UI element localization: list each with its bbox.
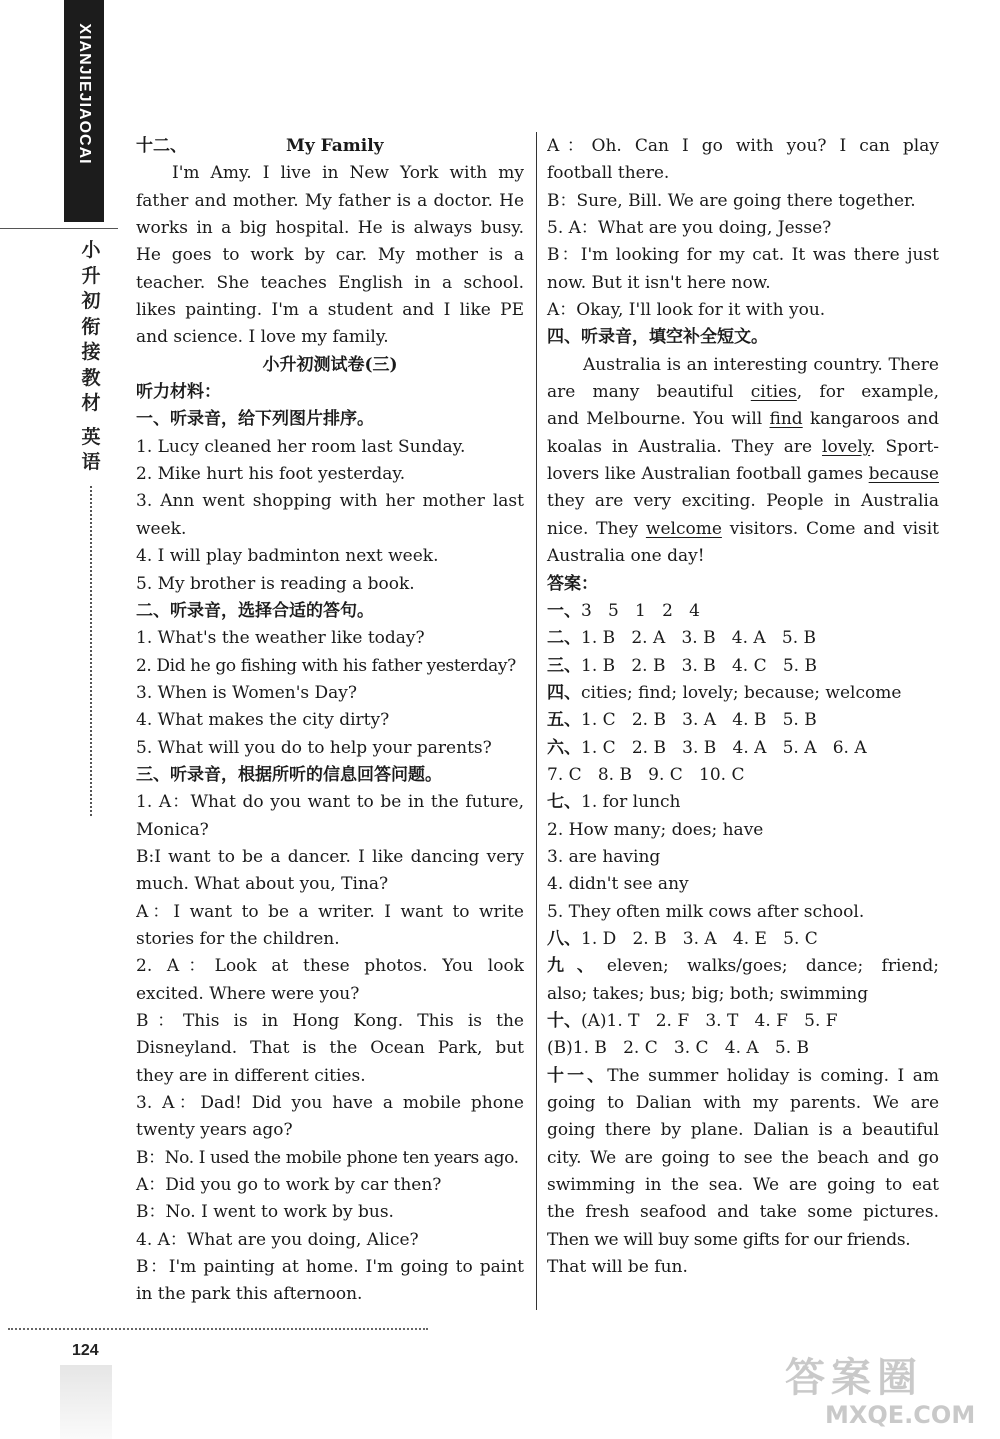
text-line: much. What about you, Tina?	[136, 874, 389, 895]
text-line: A：Oh. Can I go with you? I can play	[547, 136, 939, 156]
text-span: are many beautiful	[547, 382, 751, 403]
part-2-title: 二、听录音，选择合适的答句。	[136, 600, 374, 621]
text-line	[547, 434, 939, 461]
answer-text: 5. They often milk cows after school.	[547, 901, 865, 922]
answer-line	[547, 762, 939, 789]
text-line: they are in different cities.	[136, 1065, 366, 1086]
text-line: now. But it isn't here now.	[547, 272, 771, 293]
text-line: That will be fun.	[547, 1257, 688, 1278]
part-3-title: 三、听录音，根据所听的信息回答问题。	[136, 764, 442, 785]
text-line: teacher. She teaches English in a school.	[136, 272, 524, 293]
answer-line	[547, 899, 939, 926]
section-title: My Family	[286, 136, 384, 156]
part-1-title: 一、听录音，给下列图片排序。	[136, 409, 374, 430]
section-12-heading	[136, 133, 524, 160]
text-line: 5. What will you do to help your parents?	[136, 737, 492, 758]
answer-number: 一、	[547, 600, 581, 621]
column-divider	[536, 132, 537, 1310]
text-line: 4. What makes the city dirty?	[136, 710, 390, 731]
right-column	[547, 133, 939, 1281]
answer-number: 九、	[547, 956, 607, 977]
text-line: A：I want to be a writer. I want to write	[136, 901, 524, 922]
text-line: B：No. I went to work by bus.	[136, 1202, 394, 1223]
text-line: B：I'm looking for my cat. It was there just	[547, 245, 939, 266]
text-line: 2. Mike hurt his foot yesterday.	[136, 464, 406, 485]
sidebar-char: 衔	[81, 315, 101, 338]
text-line	[547, 406, 939, 433]
answer-text: (B)1. B 2. C 3. C 4. A 5. B	[547, 1038, 809, 1059]
answer-text: also; takes; bus; big; both; swimming	[547, 983, 869, 1004]
text-line: B：This is in Hong Kong. This is the	[136, 1011, 524, 1031]
text-line	[547, 379, 939, 406]
sidebar-char: 小	[81, 239, 101, 261]
text-line: Monica?	[136, 819, 209, 840]
text-line: B：No. I used the mobile phone ten years ago.	[136, 1147, 519, 1168]
sidebar-dotted-line	[90, 486, 92, 816]
text-line: excited. Where were you?	[136, 983, 360, 1004]
text-line: 4. I will play badminton next week.	[136, 546, 439, 567]
answer-line	[547, 1008, 939, 1035]
answer-line	[547, 707, 939, 734]
section-number: 十二、	[136, 136, 187, 156]
text-line: the fresh seafood and take some pictures.	[547, 1202, 939, 1223]
answer-number: 十一、	[547, 1065, 608, 1086]
test-title: 小升初测试卷(三)	[262, 354, 398, 375]
text-line: father and mother. My father is a doctor. He	[136, 190, 524, 211]
filled-blank: lovely	[822, 436, 871, 457]
answer-line	[547, 598, 939, 625]
text-line: A：Okay, I'll look for it with you.	[547, 300, 826, 321]
text-line: going there by plane. Dalian is a beautiful	[547, 1120, 939, 1141]
text-span: nice. They	[547, 518, 646, 539]
text-line: city. We are going to see the beach and go	[547, 1147, 939, 1168]
text-line: stories for the children.	[136, 928, 340, 949]
watermark-logo	[785, 1355, 985, 1435]
answer-number: 六、	[547, 737, 581, 758]
sidebar-book-title	[78, 238, 104, 476]
answer-line	[547, 871, 939, 898]
text-line: B:I want to be a dancer. I like dancing very	[136, 846, 524, 867]
page-number: 124	[72, 1342, 99, 1359]
text-line: B：Sure, Bill. We are going there together.	[547, 190, 916, 211]
sidebar-divider	[0, 228, 118, 229]
answer-text: The summer holiday is coming. I am	[607, 1065, 939, 1086]
text-line: week.	[136, 518, 187, 539]
text-line: in the park this afternoon.	[136, 1284, 363, 1305]
text-line: Australia one day!	[547, 546, 705, 567]
answer-text: 1. for lunch	[581, 792, 681, 813]
text-line: football there.	[547, 163, 670, 184]
text-line: works in a big hospital. He is always busy.	[136, 218, 524, 239]
text-line: 2. Did he go fishing with his father yesterday?	[136, 655, 516, 676]
answer-text: (A)1. T 2. F 3. T 4. F 5. F	[581, 1011, 838, 1031]
answer-number: 五、	[547, 710, 581, 731]
text-line	[547, 461, 939, 488]
text-line: I'm Amy. I live in New York with my	[172, 163, 524, 184]
text-line: 1. What's the weather like today?	[136, 628, 425, 649]
sidebar-char: 升	[81, 264, 101, 287]
filled-blank: cities	[750, 382, 797, 403]
text-line: Australia is an interesting country. There	[583, 354, 939, 375]
text-line: B：I'm painting at home. I'm going to paint	[136, 1257, 524, 1278]
text-line: 3. When is Women's Day?	[136, 682, 357, 703]
text-span: lovers like Australian football games	[547, 464, 869, 485]
answer-text: 2. How many; does; have	[547, 819, 764, 840]
answer-line	[547, 926, 939, 953]
answer-text: 3 5 1 2 4	[581, 600, 700, 621]
answer-line	[547, 789, 939, 816]
answer-number: 三、	[547, 655, 581, 676]
text-line: and science. I love my family.	[136, 327, 389, 348]
text-span: visitors. Come and visit	[721, 518, 939, 539]
text-span: , for example,	[796, 382, 939, 403]
answer-line	[547, 844, 939, 871]
answer-text: eleven; walks/goes; dance; friend;	[606, 956, 939, 977]
answer-number: 八、	[547, 928, 581, 949]
answer-text: 1. B 2. B 3. B 4. C 5. B	[581, 655, 817, 676]
sidebar-char: 英	[81, 425, 101, 448]
text-line: Then we will buy some gifts for our friends.	[547, 1229, 911, 1250]
answer-line	[547, 680, 939, 707]
sidebar-char: 初	[81, 290, 101, 312]
answer-text: cities; find; lovely; because; welcome	[581, 682, 902, 703]
text-line: swimming in the sea. We are going to eat	[547, 1175, 939, 1196]
text-line: 4. A：What are you doing, Alice?	[136, 1229, 419, 1250]
footer-dotted-line	[8, 1328, 428, 1330]
part-4-title: 四、听录音，填空补全短文。	[547, 327, 768, 348]
watermark-site: MXQE.COM	[825, 1401, 976, 1429]
answer-number: 七、	[547, 792, 581, 813]
text-span: koalas in Australia. They are	[547, 436, 823, 457]
filled-blank: welcome	[645, 518, 722, 539]
answer-number: 十、	[547, 1011, 581, 1031]
sidebar-char: 教	[81, 366, 101, 389]
text-line	[547, 516, 939, 543]
answer-line	[547, 817, 939, 844]
sidebar-series-text: XIANJIEJIAOCAI	[76, 23, 93, 165]
text-line: twenty years ago?	[136, 1120, 293, 1141]
text-line: 5. My brother is reading a book.	[136, 573, 415, 594]
answer-text: 1. C 2. B 3. A 4. B 5. B	[581, 710, 817, 731]
filled-blank: find	[769, 409, 803, 430]
answer-line	[547, 1035, 939, 1062]
sidebar-char: 语	[81, 451, 101, 473]
text-line: Disneyland. That is the Ocean Park, but	[136, 1038, 524, 1059]
text-line: 5. A：What are you doing, Jesse?	[547, 218, 832, 239]
text-line: likes painting. I'm a student and I like PE	[136, 300, 524, 321]
sidebar-char: 接	[81, 341, 101, 363]
answer-text: 1. D 2. B 3. A 4. E 5. C	[581, 928, 818, 949]
text-span: . Sport-	[870, 436, 939, 457]
text-line: A：Did you go to work by car then?	[136, 1175, 442, 1196]
text-line: going to Dalian with my parents. We are	[547, 1093, 939, 1114]
answers-label: 答案：	[547, 573, 598, 594]
answer-text: 1. C 2. B 3. B 4. A 5. A 6. A	[581, 737, 867, 758]
page-corner-shade	[60, 1365, 112, 1439]
text-line: they are very exciting. People in Australia	[547, 491, 939, 512]
listening-label: 听力材料：	[136, 382, 221, 403]
answer-line	[547, 1063, 939, 1090]
answer-line	[547, 981, 939, 1008]
text-line: 2. A：Look at these photos. You look	[136, 956, 524, 977]
text-line: 3. A：Dad! Did you have a mobile phone	[136, 1093, 524, 1114]
filled-blank: because	[868, 464, 939, 485]
answer-line	[547, 653, 939, 680]
answer-number: 二、	[547, 628, 581, 649]
text-line: 3. Ann went shopping with her mother last	[136, 491, 524, 512]
text-span: and Melbourne. You will	[547, 409, 770, 430]
text-line: 1. Lucy cleaned her room last Sunday.	[136, 436, 466, 457]
answer-line	[547, 625, 939, 652]
answer-text: 4. didn't see any	[547, 874, 689, 895]
answer-text: 1. B 2. A 3. B 4. A 5. B	[581, 628, 816, 649]
sidebar-char: 材	[81, 392, 101, 414]
text-span: kangaroos and	[802, 409, 939, 430]
text-line: 1. A：What do you want to be in the future,	[136, 792, 524, 813]
left-column	[136, 133, 524, 1309]
answer-line	[547, 953, 939, 980]
answer-number: 四、	[547, 682, 581, 703]
answer-text: 3. are having	[547, 846, 661, 867]
text-line: He goes to work by car. My mother is a	[136, 245, 524, 266]
answer-text: 7. C 8. B 9. C 10. C	[547, 764, 745, 785]
watermark-text: 答案圈	[785, 1355, 923, 1401]
answer-line	[547, 735, 939, 762]
